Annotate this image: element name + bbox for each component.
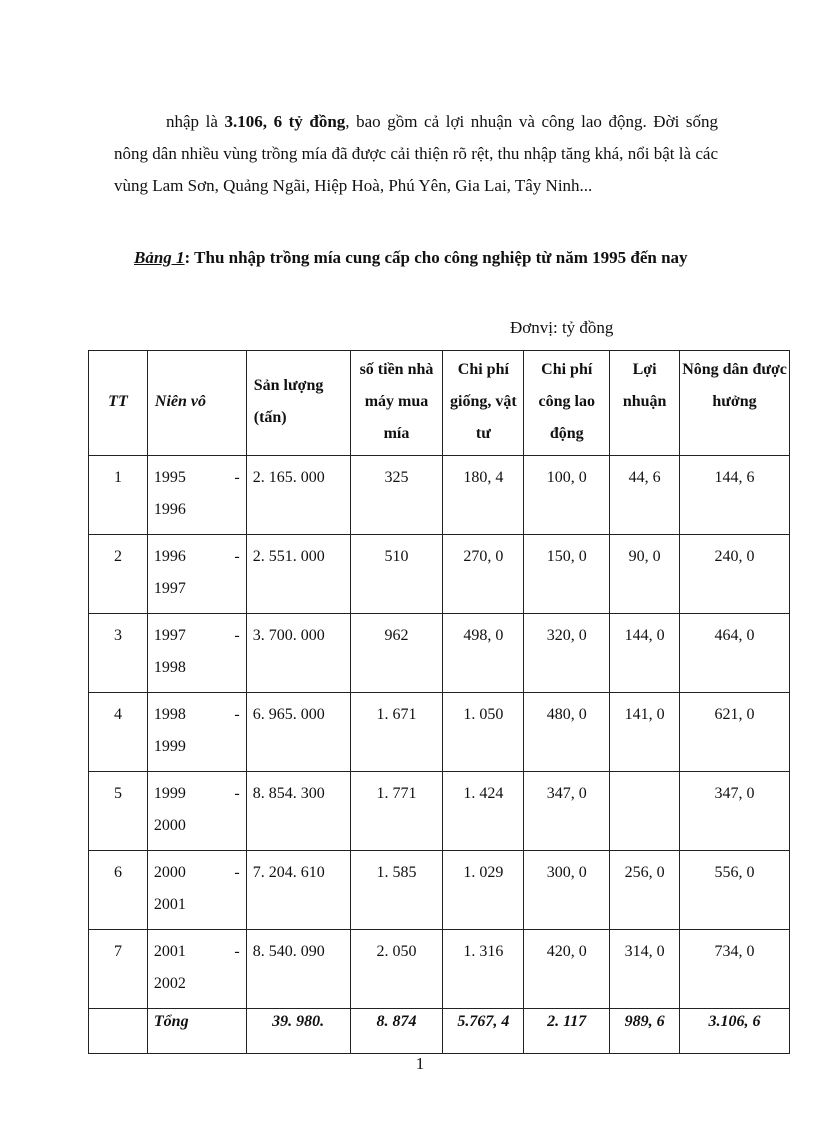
table-total-row (89, 1009, 790, 1054)
header-chi-phi-cong: Chi phí công lao động (524, 351, 610, 456)
cell-year-dash: - (234, 943, 240, 960)
cell-year-start: 1996 (153, 548, 186, 565)
cell-loi-nhuan: 314, 0 (610, 930, 680, 1009)
cell-year-start: 1995 (153, 469, 186, 486)
cell-so-tien: 1. 585 (350, 851, 443, 930)
cell-year-end: 1999 (153, 738, 186, 755)
table-row (89, 772, 790, 851)
table-row (89, 614, 790, 693)
cell-san-luong: 6. 965. 000 (246, 693, 350, 772)
cell-nong-dan: 347, 0 (680, 772, 790, 851)
cell-so-tien: 1. 671 (350, 693, 443, 772)
table-caption-label: Bảng 1 (134, 248, 185, 267)
cell-tt: 1 (89, 456, 148, 535)
cell-nien-vu (147, 535, 246, 614)
cell-tt: 4 (89, 693, 148, 772)
table-caption (114, 242, 718, 274)
cell-nong-dan: 464, 0 (680, 614, 790, 693)
cell-year-dash: - (234, 864, 240, 881)
cell-nien-vu (147, 693, 246, 772)
cell-year-dash: - (234, 785, 240, 802)
unit-note: Đơnvị: tỷ đồng (510, 318, 614, 337)
cell-nong-dan: 240, 0 (680, 535, 790, 614)
cell-tt: 3 (89, 614, 148, 693)
table-row (89, 693, 790, 772)
cell-year-end: 2002 (153, 975, 186, 992)
cell-nong-dan: 144, 6 (680, 456, 790, 535)
cell-year-dash: - (234, 627, 240, 644)
cell-nien-vu (147, 456, 246, 535)
total-label: Tổng (147, 1009, 246, 1054)
total-loi-nhuan: 989, 6 (610, 1009, 680, 1054)
cell-year-start: 2000 (153, 864, 186, 881)
cell-so-tien: 962 (350, 614, 443, 693)
cell-chi-phi-cong: 300, 0 (524, 851, 610, 930)
cell-year-start: 1998 (153, 706, 186, 723)
cell-tt: 5 (89, 772, 148, 851)
cell-san-luong: 8. 540. 090 (246, 930, 350, 1009)
paragraph-text-start: nhập là (166, 112, 225, 131)
header-chi-phi-giong: Chi phí giống, vật tư (443, 351, 524, 456)
table-row (89, 535, 790, 614)
cell-loi-nhuan: 44, 6 (610, 456, 680, 535)
total-so-tien: 8. 874 (350, 1009, 443, 1054)
cell-year-end: 2000 (153, 817, 186, 834)
body-paragraph (114, 106, 718, 202)
cell-loi-nhuan: 256, 0 (610, 851, 680, 930)
cell-chi-phi-cong: 150, 0 (524, 535, 610, 614)
cell-san-luong: 8. 854. 300 (246, 772, 350, 851)
cell-year-dash: - (234, 706, 240, 723)
header-loi-nhuan: Lợi nhuận (610, 351, 680, 456)
header-nong-dan: Nông dân được hưởng (680, 351, 790, 456)
header-san-luong: Sản lượng (tấn) (246, 351, 350, 456)
cell-chi-phi-giong: 498, 0 (443, 614, 524, 693)
cell-chi-phi-giong: 1. 424 (443, 772, 524, 851)
cell-chi-phi-giong: 1. 316 (443, 930, 524, 1009)
cell-tt: 2 (89, 535, 148, 614)
cell-nong-dan: 734, 0 (680, 930, 790, 1009)
cell-year-end: 1998 (153, 659, 186, 676)
cell-tt: 7 (89, 930, 148, 1009)
cell-year-end: 1996 (153, 501, 186, 518)
cell-so-tien: 1. 771 (350, 772, 443, 851)
table-row (89, 456, 790, 535)
cell-year-end: 2001 (153, 896, 186, 913)
cell-year-dash: - (234, 548, 240, 565)
table-row (89, 851, 790, 930)
cell-san-luong: 2. 165. 000 (246, 456, 350, 535)
cell-nien-vu (147, 851, 246, 930)
header-nien-vu: Niên vô (147, 351, 246, 456)
cell-chi-phi-giong: 1. 050 (443, 693, 524, 772)
cell-tt: 6 (89, 851, 148, 930)
cell-loi-nhuan: 90, 0 (610, 535, 680, 614)
cell-chi-phi-cong: 420, 0 (524, 930, 610, 1009)
cell-chi-phi-cong: 100, 0 (524, 456, 610, 535)
cell-chi-phi-cong: 347, 0 (524, 772, 610, 851)
page-number: 1 (415, 1054, 425, 1073)
cell-year-start: 1999 (153, 785, 186, 802)
table-header-row (89, 351, 790, 456)
cell-nien-vu (147, 614, 246, 693)
cell-chi-phi-giong: 180, 4 (443, 456, 524, 535)
total-chi-phi-cong: 2. 117 (524, 1009, 610, 1054)
total-san-luong: 39. 980. (246, 1009, 350, 1054)
income-table (88, 350, 790, 1054)
cell-chi-phi-giong: 270, 0 (443, 535, 524, 614)
cell-loi-nhuan (610, 772, 680, 851)
table-caption-text: : Thu nhập trồng mía cung cấp cho công nghiệp từ năm 1995 đến nay (184, 248, 688, 267)
total-nong-dan: 3.106, 6 (680, 1009, 790, 1054)
cell-san-luong: 7. 204. 610 (246, 851, 350, 930)
cell-nien-vu (147, 930, 246, 1009)
cell-year-start: 1997 (153, 627, 186, 644)
cell-nien-vu (147, 772, 246, 851)
paragraph-text-rest: , bao gồm cả lợi nhuận và công lao động. Đời sống nông dân nhiều vùng trồng mía đã được cải thiện rõ rệt, thu nhập tăng khá, nổi bật là các vùng Lam Sơn, Quảng Ngãi, Hiệp Hoà, Phú Yên, Gia Lai, Tây Ninh... (114, 112, 718, 195)
cell-year-start: 2001 (153, 943, 186, 960)
cell-nong-dan: 621, 0 (680, 693, 790, 772)
cell-chi-phi-cong: 480, 0 (524, 693, 610, 772)
header-so-tien: số tiền nhà máy mua mía (350, 351, 443, 456)
cell-year-dash: - (234, 469, 240, 486)
cell-year-end: 1997 (153, 580, 186, 597)
header-tt: TT (89, 351, 148, 456)
paragraph-bold-amount: 3.106, 6 tỷ đồng (224, 112, 346, 131)
cell-chi-phi-cong: 320, 0 (524, 614, 610, 693)
cell-so-tien: 510 (350, 535, 443, 614)
cell-chi-phi-giong: 1. 029 (443, 851, 524, 930)
cell-nong-dan: 556, 0 (680, 851, 790, 930)
cell-san-luong: 3. 700. 000 (246, 614, 350, 693)
cell-so-tien: 2. 050 (350, 930, 443, 1009)
total-cell-tt (89, 1009, 148, 1054)
cell-loi-nhuan: 144, 0 (610, 614, 680, 693)
table-row (89, 930, 790, 1009)
cell-san-luong: 2. 551. 000 (246, 535, 350, 614)
total-chi-phi-giong: 5.767, 4 (443, 1009, 524, 1054)
cell-loi-nhuan: 141, 0 (610, 693, 680, 772)
cell-so-tien: 325 (350, 456, 443, 535)
